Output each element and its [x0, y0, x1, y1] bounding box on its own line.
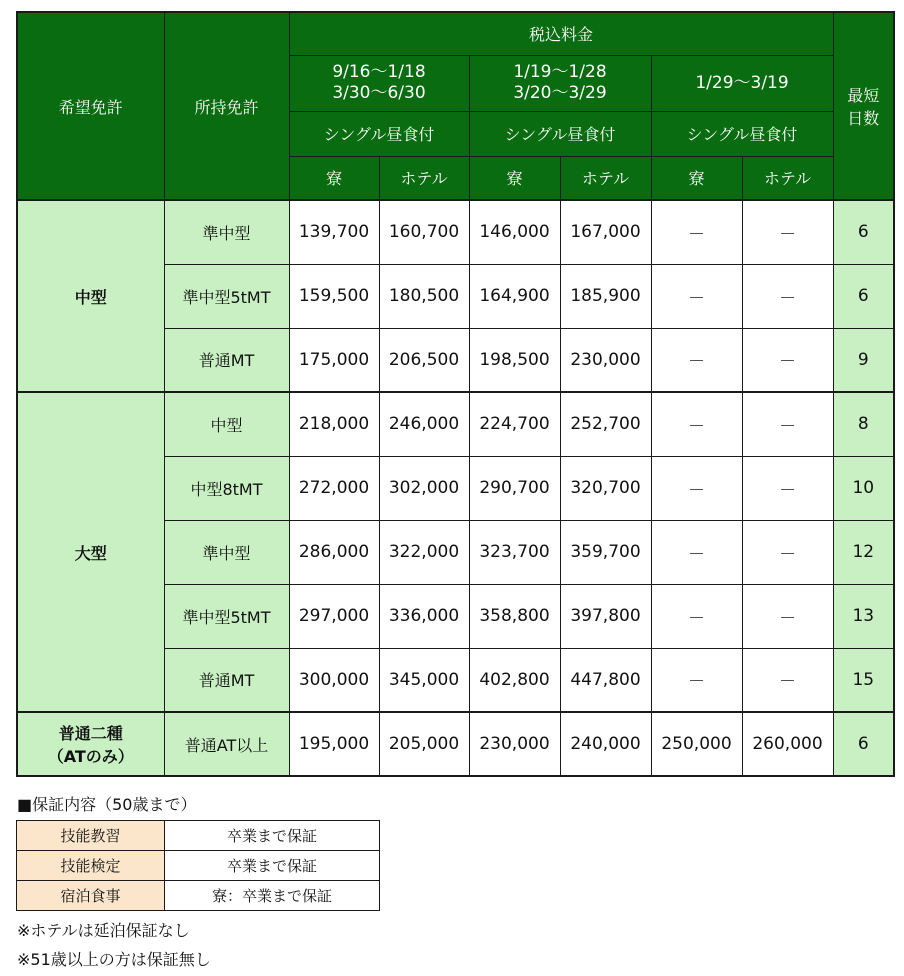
price-cell: － [742, 200, 833, 264]
price-cell: 218,000 [289, 392, 379, 456]
price-table [16, 11, 895, 777]
min-days-cell: 9 [833, 328, 894, 392]
price-cell: － [742, 456, 833, 520]
price-cell: 402,800 [469, 648, 560, 712]
header-min-days-line1: 最短 [847, 86, 880, 105]
price-cell: 300,000 [289, 648, 379, 712]
guarantee-value: 寮：卒業まで保証 [165, 881, 380, 911]
header-hotel-1: ホテル [379, 156, 469, 200]
price-cell: 139,700 [289, 200, 379, 264]
price-cell: 286,000 [289, 520, 379, 584]
header-period-2 [469, 55, 651, 111]
min-days-cell: 8 [833, 392, 894, 456]
guarantee-value: 卒業まで保証 [165, 821, 380, 851]
price-cell: － [651, 456, 742, 520]
price-cell: － [742, 520, 833, 584]
held-license-cell: 準中型5tMT [164, 584, 289, 648]
price-cell: 185,900 [560, 264, 651, 328]
price-cell: 175,000 [289, 328, 379, 392]
guarantee-row [17, 851, 380, 881]
held-license-cell: 中型 [164, 392, 289, 456]
guarantee-label: 技能教習 [17, 821, 165, 851]
desired-license-cell [17, 392, 164, 712]
price-cell: 230,000 [560, 328, 651, 392]
price-cell: 345,000 [379, 648, 469, 712]
desired-license-label: 大型 [74, 543, 107, 563]
min-days-cell: 12 [833, 520, 894, 584]
price-cell: 160,700 [379, 200, 469, 264]
header-dorm-3: 寮 [651, 156, 742, 200]
period-2-line2: 3/20～3/29 [513, 83, 607, 103]
price-cell: 167,000 [560, 200, 651, 264]
note-age: ※51歳以上の方は保証無し [17, 950, 211, 969]
price-cell: － [651, 328, 742, 392]
header-desired-license: 希望免許 [17, 12, 164, 200]
held-license-cell: 中型8tMT [164, 456, 289, 520]
period-1-line2: 3/30～6/30 [332, 83, 426, 103]
price-cell: 250,000 [651, 712, 742, 776]
header-plan-1: シングル昼食付 [289, 111, 469, 156]
price-cell: － [742, 328, 833, 392]
desired-license-sublabel: （ATのみ） [47, 747, 134, 766]
header-period-1 [289, 55, 469, 111]
price-cell: 260,000 [742, 712, 833, 776]
guarantee-value: 卒業まで保証 [165, 851, 380, 881]
guarantee-table [16, 820, 380, 911]
header-price-group: 税込料金 [289, 12, 833, 55]
held-license-cell: 普通AT以上 [164, 712, 289, 776]
price-cell: － [742, 392, 833, 456]
price-cell: 195,000 [289, 712, 379, 776]
guarantee-title: ■保証内容（50歳まで） [17, 795, 197, 814]
min-days-cell: 6 [833, 712, 894, 776]
price-cell: － [651, 264, 742, 328]
header-plan-2: シングル昼食付 [469, 111, 651, 156]
guarantee-label: 技能検定 [17, 851, 165, 881]
header-hotel-2: ホテル [560, 156, 651, 200]
table-row [17, 392, 894, 456]
price-cell: 302,000 [379, 456, 469, 520]
header-min-days-line2: 日数 [847, 109, 880, 128]
table-row [17, 712, 894, 776]
price-cell: － [651, 520, 742, 584]
price-cell: － [742, 264, 833, 328]
min-days-cell: 6 [833, 264, 894, 328]
header-hotel-3: ホテル [742, 156, 833, 200]
price-cell: 164,900 [469, 264, 560, 328]
price-cell: 224,700 [469, 392, 560, 456]
note-hotel: ※ホテルは延泊保証なし [17, 921, 190, 940]
price-cell: 205,000 [379, 712, 469, 776]
price-cell: 290,700 [469, 456, 560, 520]
min-days-cell: 10 [833, 456, 894, 520]
period-2-line1: 1/19～1/28 [513, 62, 607, 82]
header-dorm-1: 寮 [289, 156, 379, 200]
header-dorm-2: 寮 [469, 156, 560, 200]
price-cell: 240,000 [560, 712, 651, 776]
min-days-cell: 6 [833, 200, 894, 264]
price-cell: － [742, 584, 833, 648]
held-license-cell: 準中型5tMT [164, 264, 289, 328]
price-cell: － [651, 584, 742, 648]
price-cell: 272,000 [289, 456, 379, 520]
price-cell: 358,800 [469, 584, 560, 648]
price-cell: 180,500 [379, 264, 469, 328]
held-license-cell: 準中型 [164, 520, 289, 584]
price-cell: 198,500 [469, 328, 560, 392]
price-cell: 159,500 [289, 264, 379, 328]
price-cell: 252,700 [560, 392, 651, 456]
price-cell: 320,700 [560, 456, 651, 520]
price-cell: 397,800 [560, 584, 651, 648]
price-cell: 246,000 [379, 392, 469, 456]
price-cell: 297,000 [289, 584, 379, 648]
price-cell: － [651, 648, 742, 712]
table-row [17, 200, 894, 264]
held-license-cell: 準中型 [164, 200, 289, 264]
price-cell: 336,000 [379, 584, 469, 648]
period-3-line1: 1/29～3/19 [695, 72, 789, 93]
price-cell: 206,500 [379, 328, 469, 392]
price-cell: － [651, 200, 742, 264]
guarantee-row [17, 821, 380, 851]
held-license-cell: 普通MT [164, 328, 289, 392]
price-cell: 146,000 [469, 200, 560, 264]
price-cell: － [651, 392, 742, 456]
min-days-cell: 13 [833, 584, 894, 648]
price-cell: － [742, 648, 833, 712]
header-min-days [833, 12, 894, 200]
period-1-line1: 9/16～1/18 [332, 62, 426, 82]
price-body [17, 200, 894, 776]
desired-license-label: 中型 [74, 287, 107, 307]
desired-license-cell [17, 200, 164, 392]
guarantee-body [17, 821, 380, 911]
guarantee-label: 宿泊食事 [17, 881, 165, 911]
desired-license-label: 普通二種 [58, 724, 123, 743]
min-days-cell: 15 [833, 648, 894, 712]
guarantee-row [17, 881, 380, 911]
held-license-cell: 普通MT [164, 648, 289, 712]
price-cell: 359,700 [560, 520, 651, 584]
desired-license-cell [17, 712, 164, 776]
price-cell: 447,800 [560, 648, 651, 712]
price-cell: 230,000 [469, 712, 560, 776]
header-plan-3: シングル昼食付 [651, 111, 833, 156]
header-period-3 [651, 55, 833, 111]
price-cell: 322,000 [379, 520, 469, 584]
price-cell: 323,700 [469, 520, 560, 584]
header-held-license: 所持免許 [164, 12, 289, 200]
